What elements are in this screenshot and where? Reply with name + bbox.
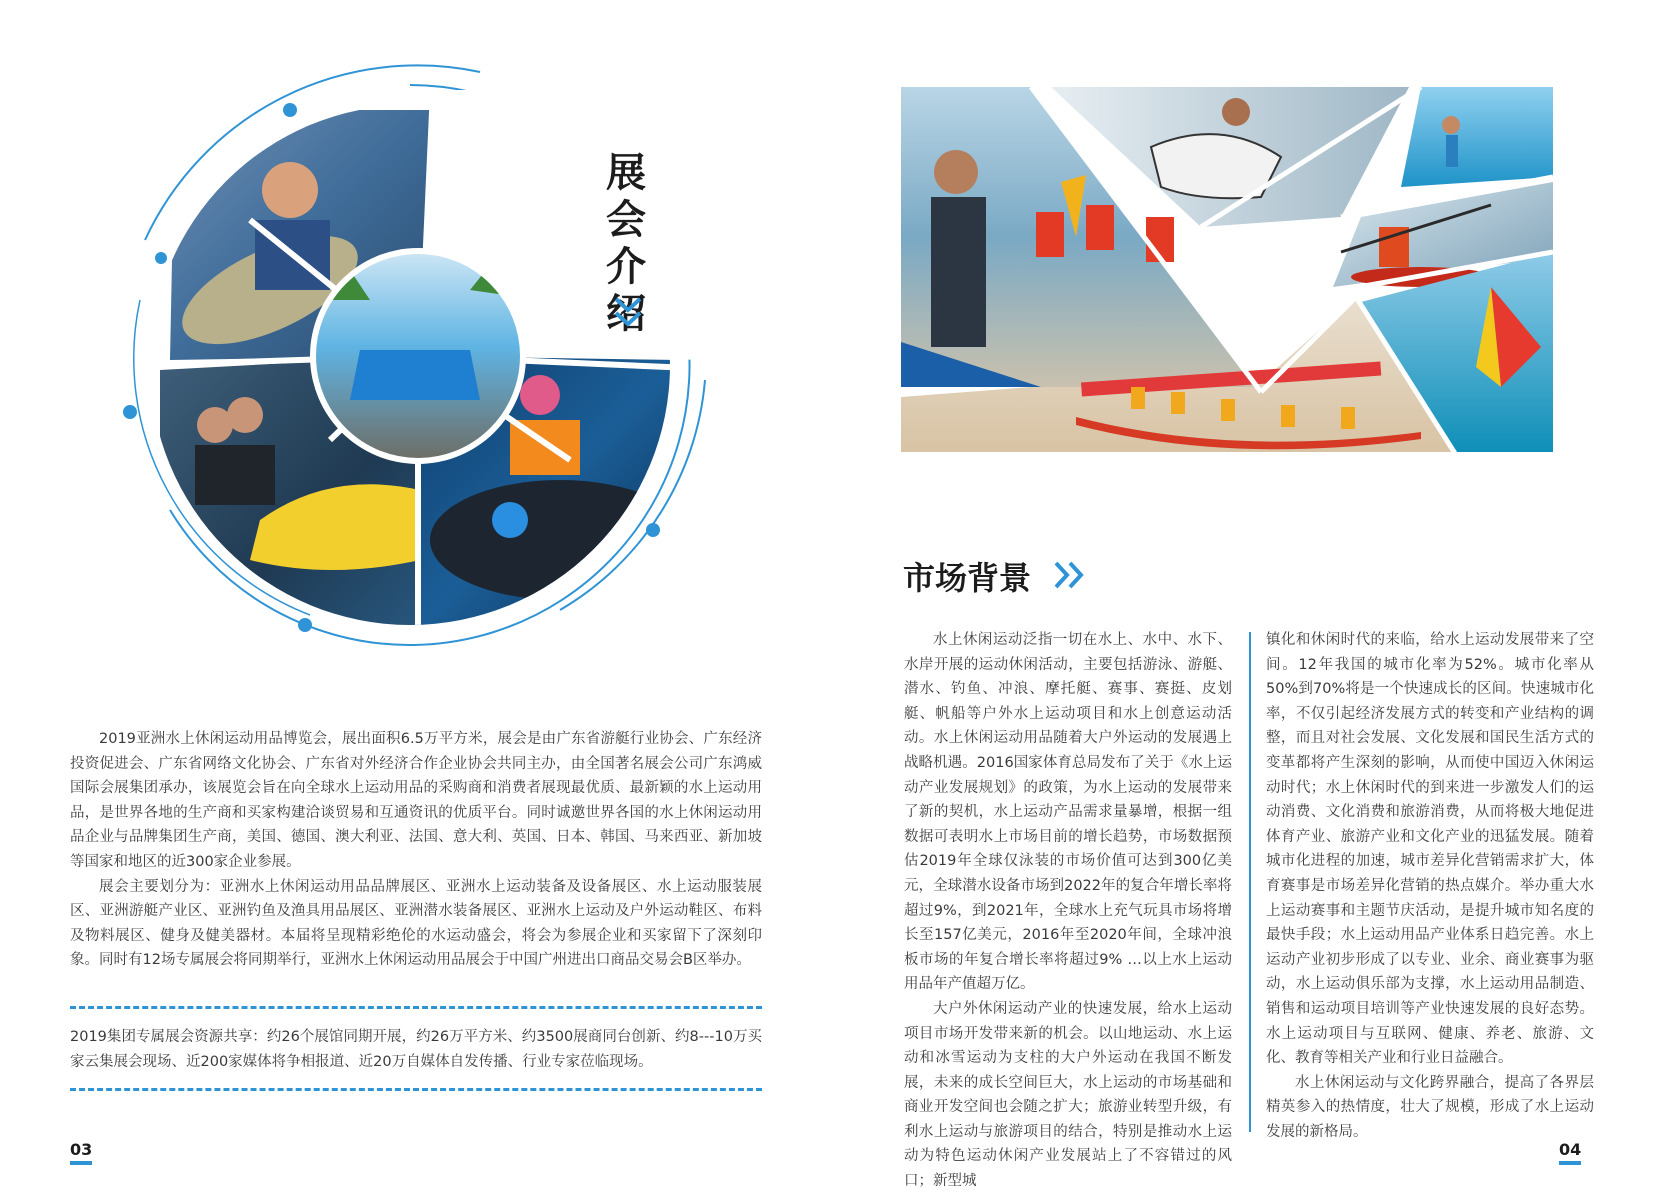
page-number xyxy=(70,1140,92,1165)
resource-box xyxy=(70,1025,762,1074)
market-paragraph: 水上休闲运动与文化跨界融合，提高了各界层精英参入的热情度，壮大了规模，形成了水上运动发展的新格局。 xyxy=(1266,1074,1594,1140)
column-divider xyxy=(1249,632,1251,1132)
kitesurf-photo xyxy=(1401,87,1553,187)
resource-text: 2019集团专属展会资源共享：约26个展馆同期开展，约26万平方米、约3500展商同台创新、约8---10万买家云集展会现场、近200家媒体将争相报道、近20万自媒体自发传播、行业专家莅临现场。 xyxy=(70,1029,762,1070)
section-title: 市场背景 xyxy=(903,559,1032,597)
market-text-column-1 xyxy=(904,628,1232,1194)
rider-head xyxy=(227,397,263,433)
title-char: 绍 xyxy=(606,291,646,337)
swim-cap xyxy=(520,375,560,415)
photo-collage xyxy=(0,0,826,660)
dashed-divider xyxy=(70,1088,762,1091)
page-number-underline xyxy=(1559,1161,1581,1165)
intro-paragraph: 展会主要划分为：亚洲水上休闲运动用品品牌展区、亚洲水上运动装备及设备展区、水上运动服装展区、亚洲游艇产业区、亚洲钓鱼及渔具用品展区、亚洲潜水装备展区、亚洲水上运动及户外运动鞋区、布料及物料展区、健身及健美器材。本届将呈现精彩绝伦的水运动盛会，将会为参展企业和买家留下了深刻印象。同时有12场专属展会将同期举行，亚洲水上休闲运动用品展会于中国广州进出口商品交易会B区举办。 xyxy=(70,878,762,969)
riders-body xyxy=(195,445,275,505)
market-text-column-2 xyxy=(1266,628,1594,1144)
instructor-body xyxy=(931,197,986,347)
left-page xyxy=(0,0,826,1193)
page-number-text: 03 xyxy=(70,1140,93,1159)
right-page xyxy=(826,0,1653,1193)
intro-text xyxy=(70,727,762,973)
chevron-right-icon xyxy=(1052,560,1088,590)
intro-paragraph: 2019亚洲水上休闲运动用品博览会，展出面积6.5万平方米，展会是由广东省游艇行业协会、广东经济投资促进会、广东省网络文化协会、广东省对外经济合作企业协会共同主办，由全国著名展会公司广东鸿威国际会展集团承办，该展览会旨在向全球水上运动用品的采购商和消费者展现最优质、最新颖的水上运动用品，是世界各地的生产商和买家构建洽谈贸易和互通资讯的优质平台。同时诚邀世界各国的水上休闲运动用品企业与品牌集团生产商，美国、德国、澳大利亚、法国、意大利、英国、日本、韩国、马来西亚、新加坡等国家和地区的近300家企业参展。 xyxy=(70,731,762,870)
market-paragraph: 大户外休闲运动产业的快速发展，给水上运动项目市场开发带来新的机会。以山地运动、水上运动和冰雪运动为支柱的大户外运动在我国不断发展，未来的成长空间巨大，水上运动的市场基础和商业开发空间也会随之扩大；旅游业转型升级，有利水上运动与旅游项目的结合，特别是推动水上运动为特色运动休闲产业发展站上了不容错过的风口；新型城 xyxy=(904,1000,1232,1190)
page-number xyxy=(1559,1140,1581,1165)
chevron-down-icon xyxy=(613,296,643,330)
ring-dot xyxy=(646,523,660,537)
title-char: 介 xyxy=(606,244,646,290)
market-paragraph: 水上休闲运动泛指一切在水上、水中、水下、水岸开展的运动休闲活动，主要包括游泳、游艇、潜水、钓鱼、冲浪、摩托艇、赛事、赛挺、皮划艇、帆船等户外水上运动项目和水上创意运动活动。水上休闲运动用品随着大户外运动的发展遇上战略机遇。2016国家体育总局发布了关于《水上运动产业发展规划》的政策，为水上运动的发展带来了新的契机，水上运动产品需求量暴增，根据一组数据可表明水上市场目前的增长趋势，市场数据预估2019年全球仅泳装的市场价值可达到300亿美元，全球潜水设备市场到2022年的复合年增长率将超过9%，到2021年，全球水上充气玩具市场将增长至157亿美元，2016年至2020年间，全球冲浪板市场的年复合增长率将超过9% …以上水上运动用品年产值超万亿。 xyxy=(904,632,1232,993)
swim-cap xyxy=(492,502,528,538)
life-vest xyxy=(1086,205,1114,250)
title-char: 展 xyxy=(606,150,646,196)
page-number-text: 04 xyxy=(1559,1140,1582,1159)
raft-tube xyxy=(430,480,690,600)
page-number-underline xyxy=(70,1161,92,1165)
rider-head xyxy=(1222,98,1250,126)
wave-pool xyxy=(350,350,480,400)
market-paragraph: 镇化和休闲时代的来临，给水上运动发展带来了空间。12年我国的城市化率为52%。城市化率从50%到70%将是一个快速成长的区间。快速城市化率，不仅引起经济发展方式的转变和产业结构的调整，而且对社会发展、文化发展和国民生活方式的变革都将产生深刻的影响，从而使中国迈入休闲运动时代；水上休闲时代的到来进一步激发人们的运动消费、文化消费和旅游消费，从而将极大地促进体育产业、旅游产业和文化产业的迅猛发展。随着城市化进程的加速，城市差异化营销需求扩大，体育赛事是市场差异化营销的热点媒介。举办重大水上运动赛事和主题节庆活动，是提升城市知名度的最快手段；水上运动用品产业体系日趋完善。水上运动产业初步形成了以专业、业余、商业赛事为驱动，水上运动俱乐部为支撑，水上运动用品制造、销售和运动项目培训等产业快速发展的良好态势。水上运动项目与互联网、健康、养老、旅游、文化、教育等相关产业和行业日益融合。 xyxy=(1266,632,1594,1067)
dashed-divider xyxy=(70,1006,762,1009)
fisherman-head xyxy=(262,162,318,218)
ring-dot xyxy=(123,405,137,419)
title-char: 会 xyxy=(606,197,646,243)
life-vest xyxy=(1036,212,1064,257)
rider-head xyxy=(1442,116,1460,134)
photo-mosaic xyxy=(901,87,1593,487)
ring-dot xyxy=(298,618,312,632)
ring-dot xyxy=(283,103,297,117)
instructor-head xyxy=(934,150,978,194)
ring-dot xyxy=(155,252,167,264)
